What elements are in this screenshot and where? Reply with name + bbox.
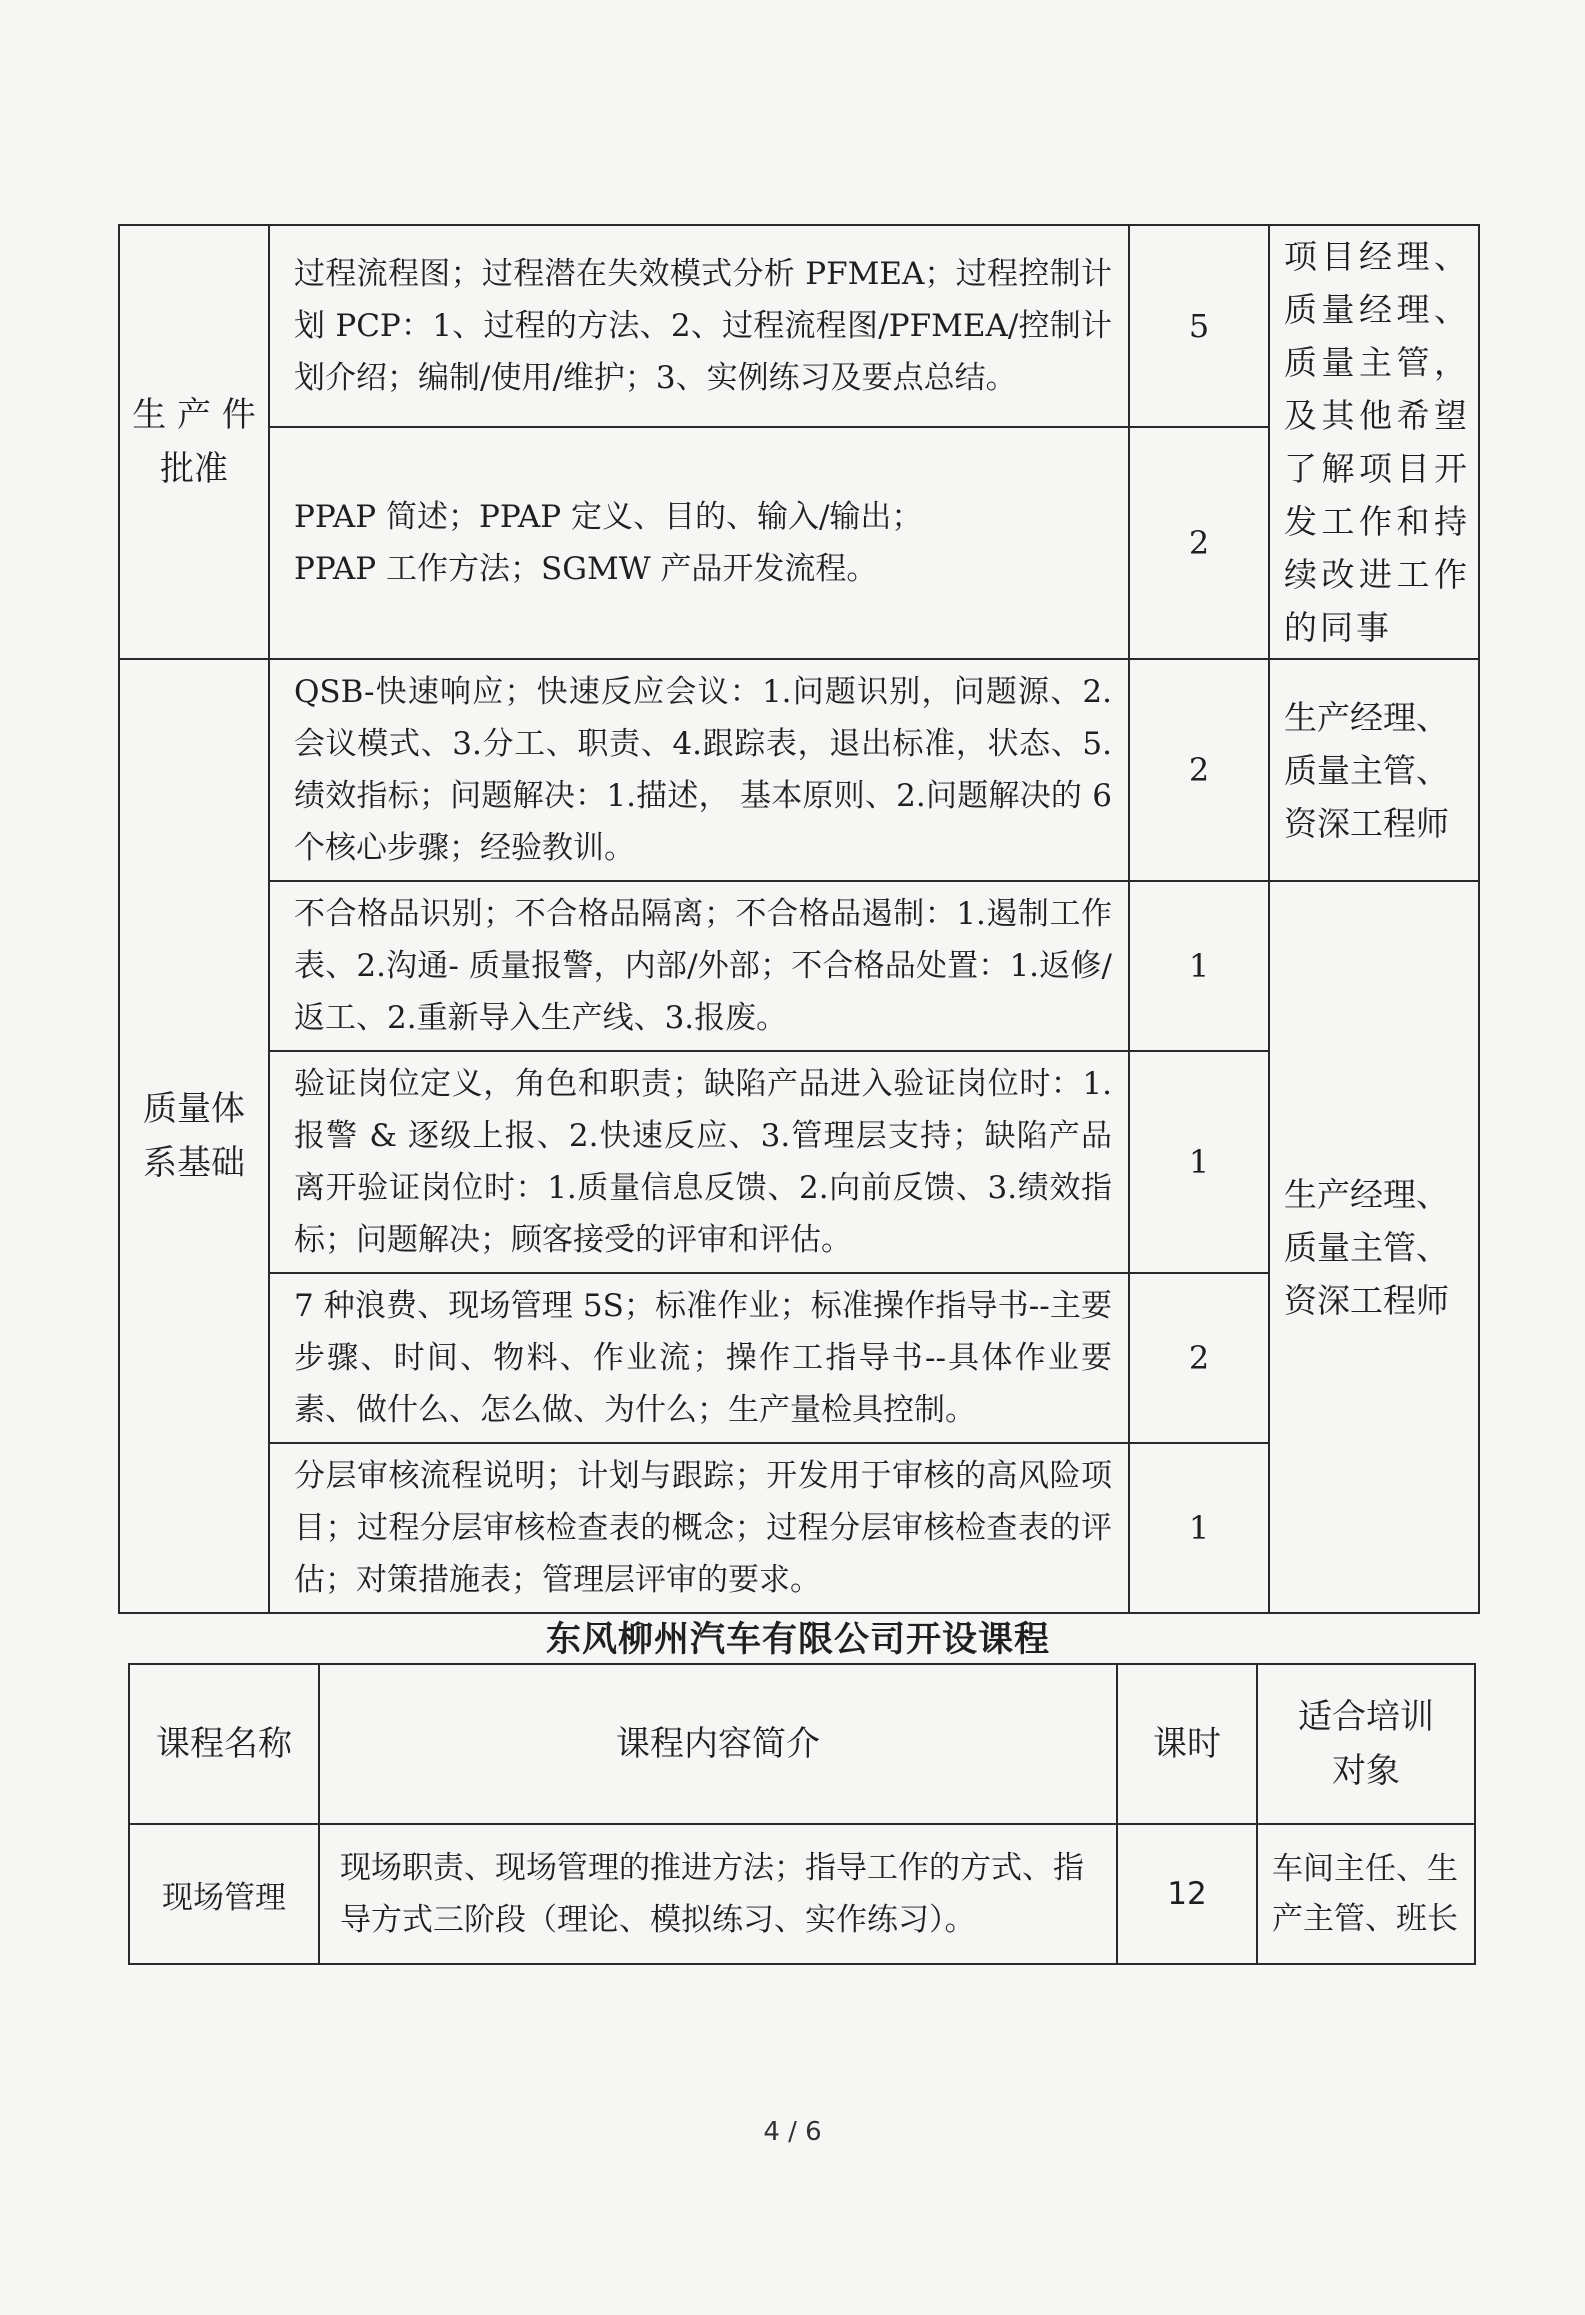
course-content: QSB-快速响应；快速反应会议：1.问题识别，问题源、2.会议模式、3.分工、职责、4.跟踪表，退出标准，状态、5.绩效指标；问题解决：1.描述， 基本原则、2.问题解决的 6 个核心步骤；经验教训。 [269,659,1129,881]
header-hours: 课时 [1117,1664,1257,1824]
course-audience: 项目经理、质量经理、质量主管，及其他希望了解项目开发工作和持续改进工作的同事 [1269,225,1479,659]
course-name-ppap: 生 产 件 批准 [119,225,269,659]
course-hours: 1 [1129,1443,1269,1613]
header-course-content: 课程内容简介 [319,1664,1117,1824]
course-content: 7 种浪费、现场管理 5S；标准作业；标准操作指导书--主要步骤、时间、物料、作业流；操作工指导书--具体作业要素、做什么、怎么做、为什么；生产量检具控制。 [269,1273,1129,1443]
course-content: 现场职责、现场管理的推进方法；指导工作的方式、指导方式三阶段（理论、模拟练习、实作练习）。 [319,1824,1117,1964]
section-title: 东风柳州汽车有限公司开设课程 [545,1620,1050,1660]
header-course-name: 课程名称 [129,1664,319,1824]
course-table-continued [118,224,1480,1614]
course-name-quality-system: 质量体 系基础 [119,659,269,1613]
course-hours: 2 [1129,659,1269,881]
course-audience: 生产经理、质量主管、资深工程师 [1269,659,1479,881]
header-audience: 适合培训 对象 [1257,1664,1475,1824]
course-hours: 5 [1129,225,1269,427]
course-content: PPAP 简述；PPAP 定义、目的、输入/输出； PPAP 工作方法；SGMW 产品开发流程。 [269,427,1129,659]
course-content: 不合格品识别；不合格品隔离；不合格品遏制：1.遏制工作表、2.沟通- 质量报警，内部/外部；不合格品处置：1.返修/返工、2.重新导入生产线、3.报废。 [269,881,1129,1051]
course-table-dfl [128,1663,1476,1965]
course-content: 分层审核流程说明；计划与跟踪；开发用于审核的高风险项目；过程分层审核检查表的概念；过程分层审核检查表的评估；对策措施表；管理层评审的要求。 [269,1443,1129,1613]
course-hours: 1 [1129,1051,1269,1273]
course-content: 过程流程图；过程潜在失效模式分析 PFMEA；过程控制计划 PCP：1、过程的方法、2、过程流程图/PFMEA/控制计划介绍；编制/使用/维护；3、实例练习及要点总结。 [269,225,1129,427]
course-name: 现场管理 [129,1824,319,1964]
course-content: 验证岗位定义，角色和职责；缺陷产品进入验证岗位时：1.报警 & 逐级上报、2.快速反应、3.管理层支持；缺陷产品离开验证岗位时：1.质量信息反馈、2.向前反馈、3.绩效指标；问题解决；顾客接受的评审和评估。 [269,1051,1129,1273]
course-hours: 2 [1129,1273,1269,1443]
course-audience: 车间主任、生产主管、班长 [1257,1824,1475,1964]
course-hours: 12 [1117,1824,1257,1964]
course-hours: 2 [1129,427,1269,659]
course-audience: 生产经理、质量主管、资深工程师 [1269,881,1479,1613]
page-number: 4 / 6 [763,2117,822,2147]
course-hours: 1 [1129,881,1269,1051]
